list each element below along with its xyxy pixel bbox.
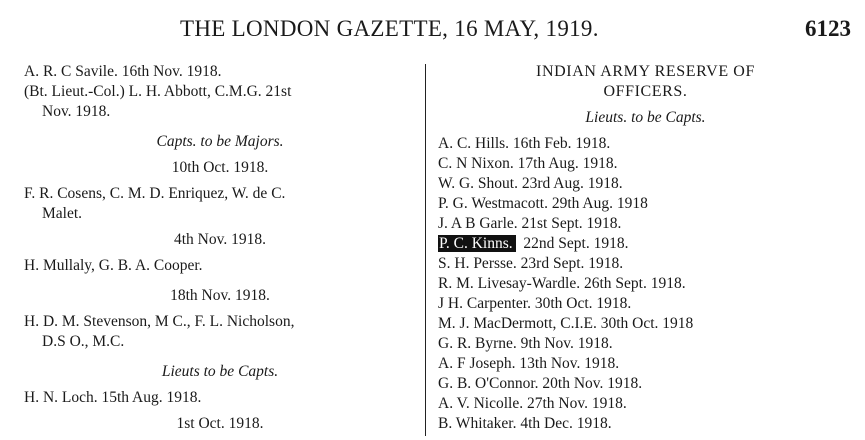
list-item: A. F Joseph. 13th Nov. 1918.	[438, 355, 620, 372]
date-heading: 18th Nov. 1918.	[170, 287, 270, 304]
entry-continuation: Nov. 1918.	[42, 103, 111, 120]
entry-continuation: Malet.	[42, 205, 83, 222]
list-item: A. C. Hills. 16th Feb. 1918.	[438, 135, 611, 152]
page-title: THE LONDON GAZETTE, 16 MAY, 1919.	[180, 16, 599, 41]
list-item: P. G. Westmacott. 29th Aug. 1918	[438, 195, 648, 212]
list-item: G. B. O'Connor. 20th Nov. 1918.	[438, 375, 643, 392]
entry-line: H. N. Loch. 15th Aug. 1918.	[24, 389, 202, 406]
gazette-header	[0, 16, 865, 46]
list-item: B. Whitaker. 4th Dec. 1918.	[438, 415, 612, 432]
section-title: OFFICERS.	[603, 83, 688, 100]
list-item-highlighted	[438, 234, 853, 254]
officer-list	[438, 134, 853, 434]
page-number: 6123	[805, 16, 851, 41]
highlighted-name[interactable]: P. C. Kinns.	[438, 235, 516, 252]
right-column	[438, 62, 853, 434]
section-title: INDIAN ARMY RESERVE OF	[536, 63, 755, 80]
left-column	[24, 62, 416, 434]
column-divider	[425, 64, 426, 436]
list-item: G. R. Byrne. 9th Nov. 1918.	[438, 335, 613, 352]
entry-continuation: D.S O., M.C.	[42, 333, 125, 350]
entry-line: (Bt. Lieut.-Col.) L. H. Abbott, C.M.G. 21st	[24, 83, 292, 100]
list-item: C. N Nixon. 17th Aug. 1918.	[438, 155, 618, 172]
date-heading: 4th Nov. 1918.	[174, 231, 266, 248]
entry-line: H. Mullaly, G. B. A. Cooper.	[24, 257, 203, 274]
list-item: W. G. Shout. 23rd Aug. 1918.	[438, 175, 623, 192]
section-heading: Capts. to be Majors.	[156, 133, 284, 150]
list-item: M. J. MacDermott, C.I.E. 30th Oct. 1918	[438, 315, 694, 332]
date-heading: 1st Oct. 1918.	[176, 415, 264, 432]
list-item: J H. Carpenter. 30th Oct. 1918.	[438, 295, 632, 312]
entry-line: F. R. Cosens, C. M. D. Enriquez, W. de C.	[24, 185, 286, 202]
list-item: J. A B Garle. 21st Sept. 1918.	[438, 215, 622, 232]
list-item: R. M. Livesay-Wardle. 26th Sept. 1918.	[438, 275, 686, 292]
list-item: S. H. Persse. 23rd Sept. 1918.	[438, 255, 624, 272]
entry-line: H. D. M. Stevenson, M C., F. L. Nicholson,	[24, 313, 295, 330]
section-heading: Lieuts to be Capts.	[161, 363, 279, 380]
highlighted-date: 22nd Sept. 1918.	[515, 235, 629, 252]
entry-line: A. R. C Savile. 16th Nov. 1918.	[24, 63, 222, 80]
section-heading: Lieuts. to be Capts.	[585, 109, 706, 126]
list-item: A. V. Nicolle. 27th Nov. 1918.	[438, 395, 627, 412]
date-heading: 10th Oct. 1918.	[171, 159, 269, 176]
